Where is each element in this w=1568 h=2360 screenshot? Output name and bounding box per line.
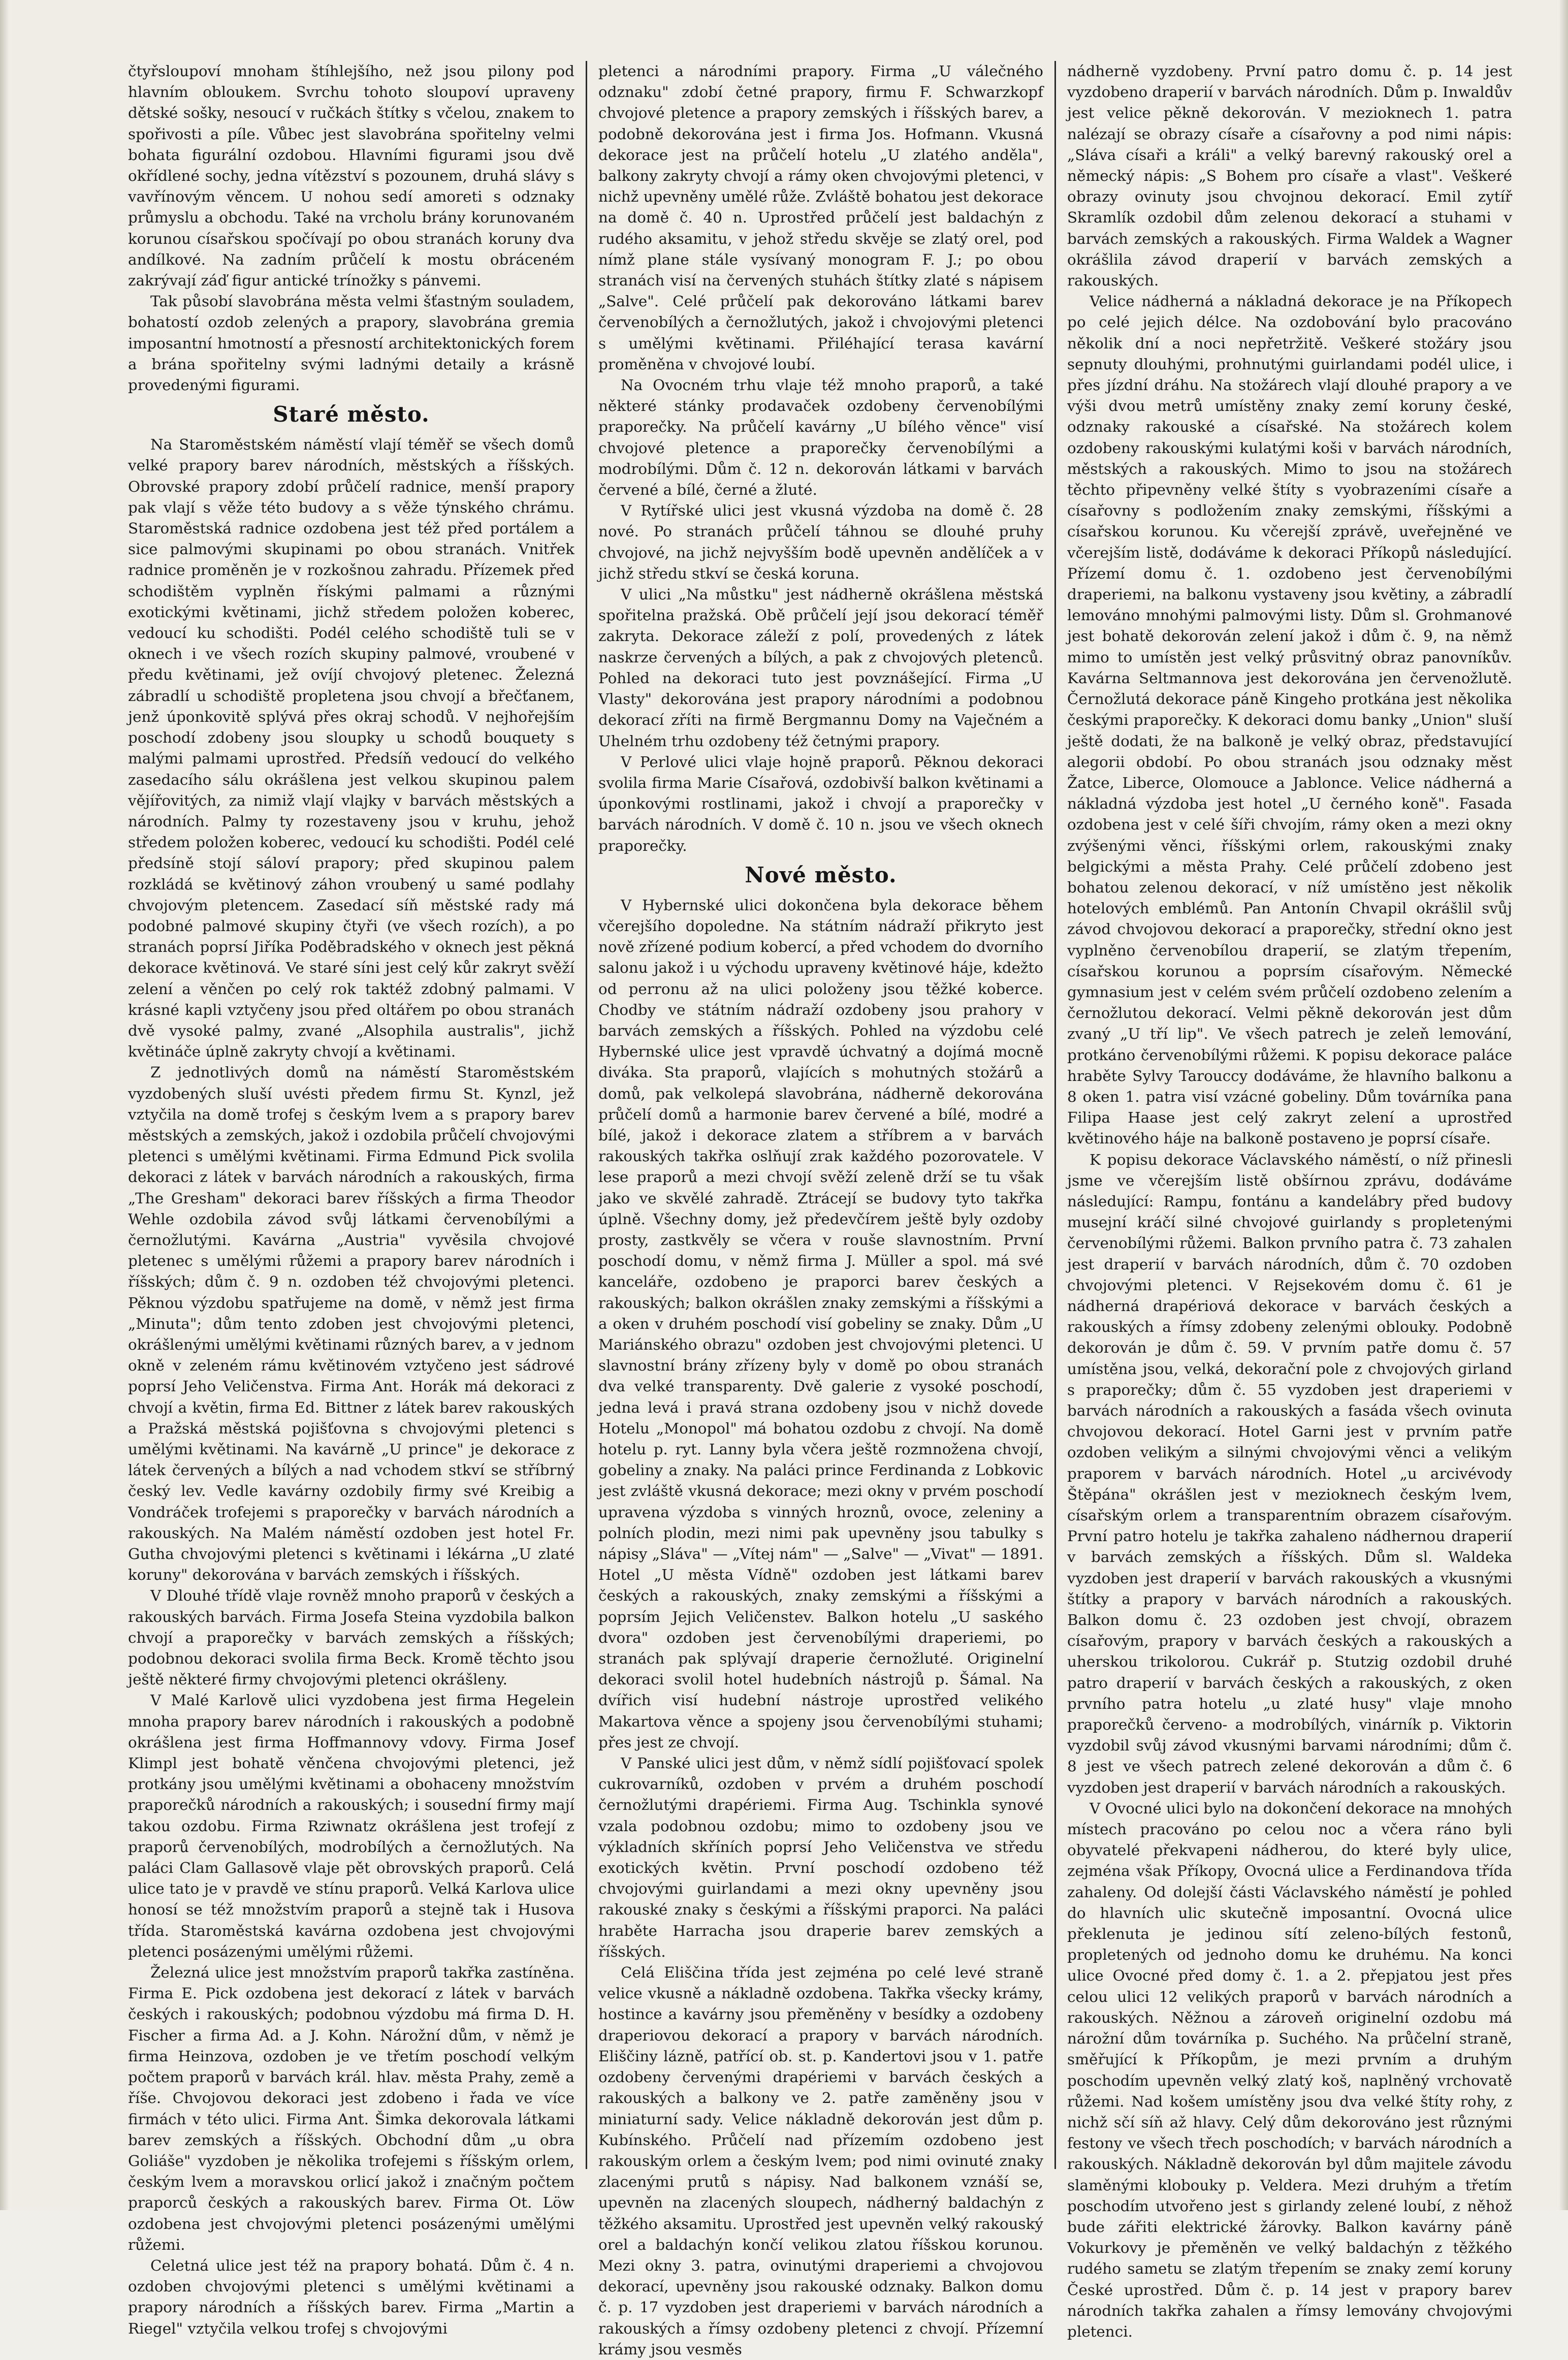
article-paragraph: V Malé Karlově ulici vyzdobena jest firma Hegelein mnoha prapory barev národních i rakouských a podobně okrášlena jest firma Hoffmannovy vdovy. Firma Josef Klimpl jest bohatě věnčena chvojovými pletenci, jež protkány jsou umělými květinami a obohaceny množstvím praporečků národních a rakouských; i sousední firmy mají takou ozdobu. Firma Rziwnatz okrášlena jest trofejí z praporů červenobílých, modrobílých a černožlutých. Na paláci Clam Gallasově vlaje pět obrovských praporů. Celá ulice tato je v pravdě ve stínu praporů. Velká Karlova ulice honosí se též množstvím praporů a stejně tak i Husova třída. Staroměstská kavárna ozdobena jest chvojovými pletenci posázenými umělými růžemi. — [128, 1692, 574, 1960]
article-paragraph: V Hybernské ulici dokončena byla dekorace během včerejšího dopoledne. Na státním nádraží přikryto jest nově zřízené podium kobercí, a před vchodem do dvorního salonu jakož i u východu upraveny květinové háje, kdežto od perronu až na ulici položeny jsou těžké koberce. Chodby ve státním nádraží ozdobeny jsou prahory v barvách zemských a říšských. Pohled na výzdobu celé Hybernské ulice jest vpravdě úchvatný a dojímá mocně diváka. Sta praporů, vlajících s mohutných stožárů a domů, pak velkolepá slavobrána, nádherně dekorována průčelí domů a harmonie barev červené a bílé, modré a bílé, jakož i dekorace zlatem a stříbrem a v barvách rakouských takřka oslňují zrak každého pozorovatele. V lese praporů a mezi chvojí svěží zeleně drží se tu však jako ve skvělé zahradě. Ztrácejí se budovy tyto takřka úplně. Všechny domy, jež předevčírem ještě byly ozdoby prosty, zastkvěly se včera v rouše slavnostním. První poschodí domu, v němž firma J. Müller a spol. má své kanceláře, ozdobeno je praporci barev českých a rakouských; balkon okrášlen znaky zemskými a říšskými a a oken v druhém poschodí visí gobeliny se znaky. Dům „U Mariánského obrazu" ozdoben jest chvojovými pletenci. U slavnostní brány zřízeny byly v domě po obou stranách dva velké transparenty. Dvě galerie z vysoké poschodí, jedna levá i pravá strana ozdobeny jsou v nichž dovede Hotelu „Monopol" má bohatou ozdobu z chvojí. Na domě hotelu p. ryt. Lanny byla včera ještě rozmnožena chvojí, gobeliny a znaky. Na paláci prince Ferdinanda z Lobkovic jest zvláště vkusná dekorace; mezi okny v prvém poschodí upravena výzdoba s vinných hroznů, ovoce, zeleniny a polních plodin, mezi nimi pak upevněny jsou tabulky s nápisy „Sláva" — „Vítej nám" — „Salve" — „Vivat" — 1891. Hotel „U města Vídně" ozdoben jest látkami barev českých a rakouských, znaky zemskými a říšskými a poprsím Jejich Veličenstev. Balkon hotelu „U saského dvora" ozdoben jest červenobílými draperiemi, po stranách pak splývají draperie černožluté. Originelní dekoraci svolil hotel hudebních nástrojů p. Šámal. Na dvířich visí hudební nástroje uprostřed velikého Makartova věnce a spojeny jsou červenobílými stuhami; přes jest ze chvojí. — [598, 896, 1043, 1751]
article-paragraph: V Dlouhé třídě vlaje rovněž mnoho praporů v českých a rakouských barvách. Firma Josefa Steina vyzdobila balkon chvojí a praporečky v barvách zemských a říšských; podobnou dekoraci svolila firma Beck. Kromě těchto jsou ještě některé firmy chvojovými pletenci okrášleny. — [128, 1587, 574, 1688]
section-heading: Staré město. — [273, 402, 430, 427]
article-paragraph: Celetná ulice jest též na prapory bohatá. Dům č. 4 n. ozdoben chvojovými pletenci s umělými květinami a prapory národních a říšských barev. Firma „Martin a Riegel" vztyčila velkou trofej s chvojovými — [128, 2256, 574, 2337]
article-paragraph: Velice nádherná a nákladná dekorace je na Příkopech po celé jejich délce. Na ozdobování bylo pracováno několik dní a noci nepřetržitě. Veškeré stožáry jsou sepnuty dlouhými, prohnutými guirlandami podél ulice, i přes jízdní dráhu. Na stožárech vlají dlouhé prapory a ve výši dvou metrů umístěny znaky zemí koruny české, odznaky rakouské a císařské. Na stožárech kolem ozdobeny rakouskými kulatými koši v barvách národních, městských a rakouských. Mimo to jsou na stožárech těchto připevněny velké štíty s vyobrazeními císaře a císařovny s podložením znaky zemskými, říšskými a císařskou korunou. Ku včerejší zprávě, uveřejněné ve včerejším listě, dodáváme k dekoraci Příkopů následující. Přízemí domu č. 1. ozdobeno jest červenobílými draperiemi, na balkonu vystaveny jsou květiny, a zábradlí lemováno mnohými palmovými listy. Dům sl. Grohmanové jest bohatě dekorován zelení jakož i dům č. 9, na němž mimo to umístěn jest velký průsvitný obraz panovníkův. Kavárna Seltmannova jest dekorována jen červenožlutě. Černožlutá dekorace páně Kingeho protkána jest několika českými praporečky. K dekoraci domu banky „Union" sluší ještě dodati, že na balkoně je velký obraz, představující alegorii období. Po obou stranách jsou odznaky měst Žatce, Liberce, Olomouce a Jablonce. Velice nádherná a nákladná výzdoba jest hotel „U černého koně". Fasada ozdobena jest v celé šíři chvojím, rámy oken a mezi okny zvýšenými věnci, říšskými orlem, rakouskými znaky belgickými a města Prahy. Celé průčelí zdobeno jest bohatou zelenou dekorací, v níž umístěno jest několik hotelových emblémů. Pan Antonín Chvapil okrášlil svůj závod chvojovou dekorací a praporečky, střední okno jest vyplněno červenobílou draperií, se zlatým třepením, císařskou korunou a poprsím císařovým. Německé gymnasium jest v celém svém průčelí ozdobeno zelením a černožlutou dekorací. Velmi pěkně dekorován jest dům zvaný „U tří lip". Ve všech patrech je zeleň lemování, protkáno červenobílými růžemi. K popisu dekorace paláce hraběte Sylvy Tarouccy dodáváme, že hlavního balkonu a 8 oken 1. patra visí vzácné gobeliny. Dům továrníka pana Filipa Haase jest celý zakryt zelení a uprostřed květinového háje na balkoně postaveno je poprsí císaře. — [1067, 293, 1512, 1147]
article-paragraph: K popisu dekorace Václavského náměstí, o níž přinesli jsme ve včerejším listě obšírnou zprávu, dodáváme následující: Rampu, fontánu a kandelábry před budovy musejní kráčí silné chvojové guirlandy s propletenými červenobílými růžemi. Balkon prvního patra č. 73 zahalen jest draperií v barvách národních, dům č. 70 ozdoben chvojovými pletenci. V Rejsekovém domu č. 61 je nádherná drapériová dekorace v barvách českých a rakouských a římsy zdobeny zelenými oblouky. Podobně dekorován je dům č. 59. V prvním patře domu č. 57 umístěna jsou, velká, dekorační pole z chvojových girland s praporečky; dům č. 55 vyzdoben jest draperiemi v barvách národních a rakouských a fasáda všech ovinuta chvojovou dekorací. Hotel Garni jest v prvním patře ozdoben velikým a silnými chvojovými věnci a velikým praporem v barvách národních. Hotel „u arcivévody Štěpána" okrášlen jest v mezioknech českým lvem, císařským orlem a transparentním obrazem císařovým. První patro hotelu je takřka zahaleno nádhernou draperií v barvách zemských a říšských. Dům sl. Waldeka vyzdoben jest draperií v barvách rakouských a vkusnými štítky a prapory v barvách národních a rakouských. Balkon domu č. 23 ozdoben jest chvojí, obrazem císařovým, prapory v barvách českých a rakouských a uherskou trikolorou. Cukrář p. Stutzig ozdobil druhé patro draperií v barvách českých a rakouských, z oken prvního patra hotelu „u zlaté husy" vlaje mnoho praporečků červeno- a modrobílých, vinárník p. Viktorin vyzdobil svůj závod vkusnými barvami národními; dům č. 8 jest ve všech patrech zelené dekorován a dům č. 6 vyzdoben jest draperií v barvách národních a rakouských. — [1067, 1151, 1512, 1796]
article-paragraph: V ulici „Na můstku" jest nádherně okrášlena městská spořitelna pražská. Obě průčelí její jsou dekorací téměř zakryta. Dekorace záleží z polí, provedených z látek naskrze červených a bílých, a pak z chvojových pletenců. Pohled na dekoraci tuto jest povznášející. Firma „U Vlasty" dekorována jest prapory národními a podobnou dekorací zříti na firmě Bergmannu Domy na Vaječném a Uhelném trhu ozdobeny též četnými prapory. — [598, 586, 1043, 750]
article-paragraph: V Panské ulici jest dům, v němž sídlí pojišťovací spolek cukrovarníků, ozdoben v prvém a druhém poschodí černožlutými drapériemi. Firma Aug. Tschinkla synové vzala podobnou ozdobu; mimo to ozdobeny jsou ve výkladních skříních poprsí Jeho Veličenstva ve středu exotických květin. První poschodí ozdobeno též chvojovými guirlandami a mezi okny upevněny jsou rakouské znaky s českými a říšskými praporci. Na paláci hraběte Harracha jsou draperie barev zemských a říšských. — [598, 1755, 1043, 1960]
column-1 — [117, 61, 586, 2337]
article-paragraph: pletenci a národními prapory. Firma „U válečného odznaku" zdobí četné prapory, firmu F. Schwarzkopf chvojové pletence a prapory zemských i říšských barev, a podobně dekorována jest i firma Jos. Hofmann. Vkusná dekorace jest na průčelí hotelu „U zlatého anděla", balkony zakryty chvojí a rámy oken chvojovými pletenci, v nichž upevněny umělé růže. Zvláště bohatou jest dekorace na domě č. 40 n. Uprostřed průčelí jest baldachýn z rudého aksamitu, v jehož středu skvěje se zlatý orel, pod nímž plane stále vysívaný monogram F. J.; po obou stranách visí na červených stuhách štítky zlaté s nápisem „Salve". Celé průčelí pak dekorováno látkami barev červenobílých a černožlutých, jakož i chvojovými pletenci s umělými květinami. Přiléhající terasa kavární proměněna v chvojové loubí. — [598, 62, 1043, 373]
section-heading: Nové město. — [745, 862, 897, 887]
article-paragraph: V Rytířské ulici jest vkusná výzdoba na domě č. 28 nové. Po stranách průčelí táhnou se dlouhé pruhy chvojové, na jichž nejvyšším bodě upevněn andělíček a v jichž středu stkví se česká koruna. — [598, 502, 1043, 582]
column-2 — [586, 61, 1054, 2358]
scan-shadow-right — [1559, 0, 1568, 2210]
article-columns — [117, 61, 1524, 2358]
article-paragraph: Na Ovocném trhu vlaje též mnoho praporů, a také některé stánky prodavaček ozdobeny červenobílými praporečky. Na průčelí kavárny „U bílého věnce" visí chvojové pletence a praporečky červenobílými a modrobílými. Dům č. 12 n. dekorován látkami v barvách červené a bílé, černé a žluté. — [598, 376, 1043, 499]
article-paragraph: čtyřsloupoví mnoham štíhlejšího, než jsou pilony pod hlavním obloukem. Svrchu tohoto sloupoví upraveny dětské sošky, nesoucí v ručkách štítky s včelou, znakem to spořivosti a píle. Vůbec jest slavobrána spořitelny velmi bohata figurální ozdobou. Hlavními figurami jsou dvě okřídlené sochy, jedna vítězství s pozounem, druhá slávy s vavřínovým věncem. U nohou sedí amoreti s odznaky průmyslu a obchodu. Také na vrcholu brány korunovaném korunou císařskou spočívají po obou stranách koruny dva andílkové. Na zadním průčelí k mostu obráceném zakrývají záď figur antické trínožky s pánvemi. — [128, 62, 574, 290]
article-paragraph: Z jednotlivých domů na náměstí Staroměstském vyzdobených sluší uvésti předem firmu St. Kynzl, jež vztyčila na domě trofej s českým lvem a s prapory barev městských a zemských, jakož i ozdobila průčelí chvojovými pletenci s umělými květinami. Firma Edmund Pick svolila dekoraci z látek v barvách národních a rakouských, firma „The Gresham" dekoraci barev říšských a firma Theodor Wehle ozdobila závod svůj látkami červenobílými a černožlutými. Kavárna „Austria" vyvěsila chvojové pletenec s umělými růžemi a prapory barev národních i říšských; dům č. 9 n. ozdoben též chvojovými pletenci. Pěknou výzdobu spatřujeme na domě, v němž jest firma „Minuta"; dům tento zdoben jest chvojovými pletenci, okrášlenými umělými květinami různých barev, a v jednom okně v zeleném rámu květinovém vztyčeno jest sádrové poprsí Jeho Veličenstva. Firma Ant. Horák má dekoraci z chvojí a květin, firma Ed. Bittner z látek barev rakouských a Pražská městská pojišťovna s chvojovými pletenci s umělými květinami. Na kavárně „U prince" je dekorace z látek červených a bílých a nad vchodem stkví se stříbrný český lev. Vedle kavárny ozdobily firmy své Kreibig a Vondráček trofejemi s praporečky v barvách národních a rakouských. Na Malém náměstí ozdoben jest hotel Fr. Gutha chvojovými pletenci s květinami i lékárna „U zlaté koruny" dekorována v barvách zemských i říšských. — [128, 1064, 574, 1584]
column-3 — [1054, 61, 1523, 2340]
article-paragraph: V Ovocné ulici bylo na dokončení dekorace na mnohých místech pracováno po celou noc a včera ráno byli obyvatelé překvapeni nádherou, do které byly ulice, zejména však Příkopy, Ovocná ulice a Ferdinandova třída zahaleny. Od dolejší části Václavského náměstí je pohled do hlavních ulic skutečně imposantní. Ovocná ulice překlenuta je jedinou sítí zeleno-bílých festonů, propletených od jednoho domu ke druhému. Na konci ulice Ovocné před domy č. 1. a 2. přepjatou jest přes celou ulici 12 velikých praporů v barvách národních a rakouských. Něžnou a zároveň originelní ozdobu má nárožní dům továrníka p. Suchého. Na průčelní straně, směřující k Příkopům, je mezi prvním a druhým poschodím upevněn velký zlatý koš, naplněný vrchovatě růžemi. Nad košem umístěny jsou dva velké štíty rohy, z nichž sčí síň až hlavy. Celý dům dekorováno jest různými festony ve všech třech poschodích; v barvách národních a rakouských. Nákladně dekorován byl dům majitele závodu slaměnými klobouky p. Veldera. Mezi druhým a třetím poschodím utvořeno jest s girlandy zelené loubí, z něhož bude zářiti elektrické žárovky. Balkon kavárny páně Vokurkovy je přeměněn ve velký baldachýn z těžkého rudého sametu se zlatým třepením se znaky zemí koruny České uprostřed. Dům č. p. 14 jest v prapory barev národních takřka zahalen a římsy lemovány chvojovými pletenci. — [1067, 1799, 1512, 2340]
article-paragraph: V Perlové ulici vlaje hojně praporů. Pěknou dekoraci svolila firma Marie Císařová, ozdobivší balkon květinami a úponkovými rostlinami, jakož i chvojí a praporečky v barvách národních. V domě č. 10 n. jsou ve všech oknech praporečky. — [598, 753, 1043, 854]
article-paragraph: nádherně vyzdobeny. První patro domu č. p. 14 jest vyzdobeno draperií v barvách národních. Dům p. Inwaldův jest velice pěkně dekorován. V mezioknech 1. patra nalézají se obrazy císaře a císařovny a pod nimi nápis: „Sláva císaři a králi" a velký barevný rakouský orel a německý nápis: „S Bohem pro císaře a vlast". Veškeré obrazy ovinuty jsou chvojnou dekorací. Emil zytíř Skramlík ozdobil dům zelenou dekorací a stuhami v barvách zemských a rakouských. Firma Waldek a Wagner okrášlila závod draperií v barvách zemských a rakouských. — [1067, 62, 1512, 290]
article-paragraph: Celá Eliščina třída jest zejména po celé levé straně velice vkusně a nákladně ozdobena. Takřka všecky krámy, hostince a kavárny jsou přeměněny v besídky a ozdobeny draperiovou dekorací a prapory v barvách národních. Eliščiny lázně, patřící ob. st. p. Kandertovi jsou v 1. patře ozdobeny červenými drapériemi v barvách českých a rakouských a balkony ve 2. patře zaměněny jsou v miniaturní sady. Velice nákladně dekorován jest dům p. Kubínského. Průčelí nad přízemím ozdobeno jest rakouským orlem a českým lvem; pod nimi ovinuté znaky zlacenými prutů s nápisy. Nad balkonem vznáší se, upevněn na zlacených sloupech, nádherný baldachýn z těžkého aksamitu. Uprostřed jest upevněn velký rakouský orel a baldachýn končí velikou zlatou říšskou korunou. Mezi okny 3. patra, ovinutými draperiemi a chvojovou dekorací, upevněny jsou rakouské odznaky. Balkon domu č. p. 17 vyzdoben jest draperiemi v barvách národních a rakouských a římsy ozdobeny pletenci z chvojí. Přízemní krámy jsou vesměs — [598, 1964, 1043, 2358]
article-paragraph: Tak působí slavobrána města velmi šťastným souladem, bohatostí ozdob zelených a prapory, slavobrána gremia imposantní hmotností a přesností architektonických forem a brána spořitelny svými ladnými detaily a krásně provedenými figurami. — [128, 293, 574, 394]
scan-shadow-left — [0, 0, 9, 2210]
article-paragraph: Na Staroměstském náměstí vlají téměř se všech domů velké prapory barev národních, městských a říšských. Obrovské prapory zdobí průčelí radnice, menší prapory pak vlají s věže této budovy a s věže týnského chrámu. Staroměstská radnice ozdobena jest též před portálem a sice palmovými skupinami po obou stranách. Vnitřek radnice proměněn je v rozkošnou zahradu. Přízemek před schodištěm vyplněn řískými palmami a různými exotickými květinami, jichž středem položen koberec, vedoucí ku schodišti. Podél celého schodiště tuli se v oknech i ve všech rozích skupiny palmové, vroubené v předu květinami, jež ovíjí chvojový pletenec. Železná zábradlí u schodiště propletena jsou chvojí a břečťanem, jenž úponkovitě splývá přes okraj schodů. V nejhořejším poschodí zdobeny jsou sloupky u schodů bouquety s malými palmami uprostřed. Předsíň vedoucí do velkého zasedacího sálu okrášlena jest velkou skupinou palem vějířovitých, za nimiž vlají vlajky v barvách městských a národních. Palmy ty rozestaveny jsou v kruhu, jehož středem položen koberec, vedoucí ku schodišti. Podél celé předsíně stojí sáloví prapory; před skupinou palem rozkládá se květinový záhon vroubený u samé podlahy chvojovým pletencem. Zasedací síň městské rady má podobné palmové skupiny čtyři (ve všech rozích), a po stranách poprsí Jiříka Poděbradského v oknech jest pěkná dekorace květinová. Ve staré síni jest celý kůr zakryt svěží zelení a věnčen po celý rok taktéž zdobný palmami. V krásné kapli vztyčeny jsou před oltářem po obou stranách dvě vysoké palmy, zvané „Alsophila australis", jichž květináče úplně zakryty chvojí a květinami. — [128, 436, 574, 1061]
article-paragraph: Železná ulice jest množstvím praporů takřka zastíněna. Firma E. Pick ozdobena jest dekorací z látek v barvách českých i rakouských; podobnou výzdobu má firma D. H. Fischer a firma Ad. a J. Kohn. Nárožní dům, v němž je firma Heinzova, ozdoben je ve třetím poschodí velkým počtem praporů v barvách král. hlav. města Prahy, země a říše. Chvojovou dekoraci jest zdobeno i řada ve více firmách v této ulici. Firma Ant. Šimka dekorovala látkami barev zemských a říšských. Obchodní dům „u obra Goliáše" vyzdoben je několika trofejemi s říšským orlem, českým lvem a moravskou orlicí jakož i značným počtem praporců českých a rakouských barev. Firma Ot. Löw ozdobena jest chvojovými pletenci posázenými umělými růžemi. — [128, 1964, 574, 2253]
